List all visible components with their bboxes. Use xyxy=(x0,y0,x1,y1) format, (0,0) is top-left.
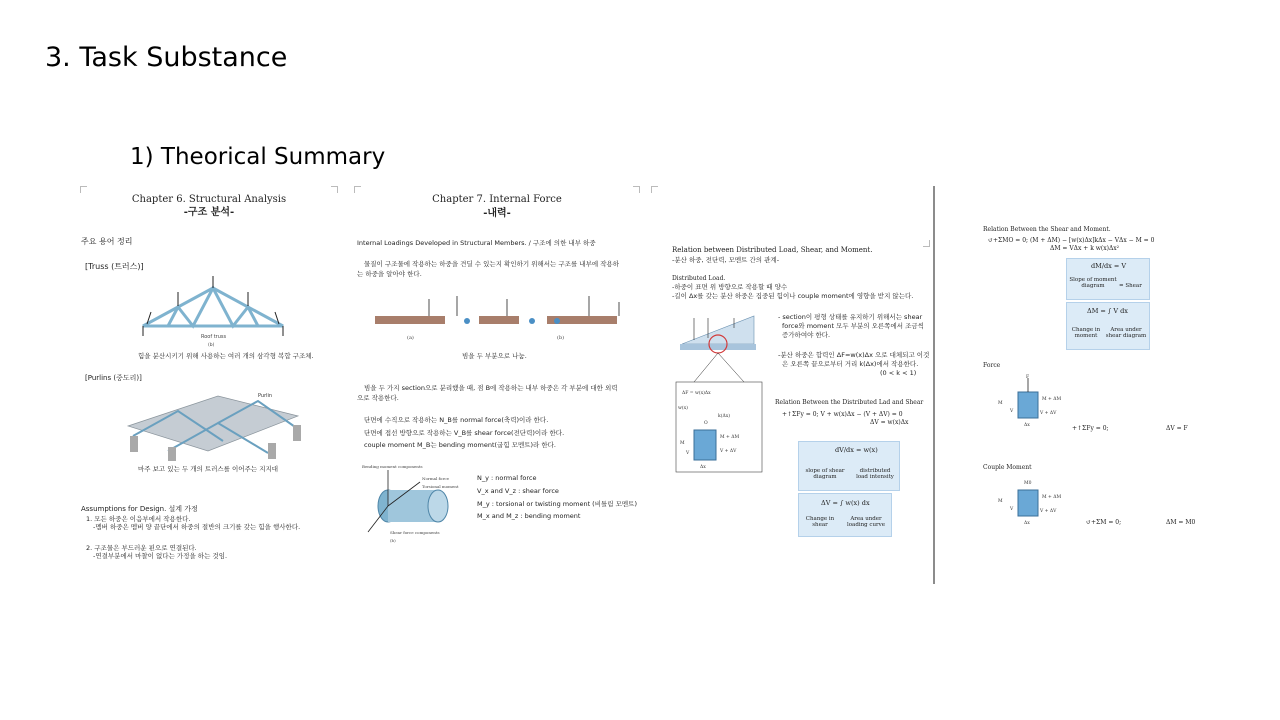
bending-moment-definition: couple moment M_B는 bending moment(굽힘 모멘트)라 한다. xyxy=(364,441,557,449)
fig-label: M xyxy=(998,401,1003,406)
paragraph-1-line-2: 는 하중을 알아야 한다. xyxy=(357,270,422,278)
figure-label: (b) xyxy=(390,538,396,543)
assumption-1: 1. 모든 하중은 이음부에서 작용한다. xyxy=(86,515,191,523)
assumptions-title: Assumptions for Design. 설계 가정 xyxy=(81,505,198,513)
distributed-load-line-1: -하중이 표면 위 방향으로 작용할 때 양수 xyxy=(672,283,788,291)
doc-subtitle: -구조 분석- xyxy=(183,207,235,218)
formula: dM/dx = V xyxy=(1091,262,1127,270)
formula: ΔV = ∫ w(x) dx xyxy=(821,499,870,507)
fig-label: Δx xyxy=(700,465,706,470)
fig-label: M0 xyxy=(1024,481,1032,486)
couple-equation: ↺+ΣM = 0; xyxy=(1086,519,1122,526)
assumption-1-detail: -멤버 하중은 멤버 양 끝단에서 하중의 절반의 크기를 갖는 힘을 행사한다. xyxy=(93,523,301,531)
paragraph-1-line-1: 물질이 구조물에 작용하는 하중을 견딜 수 있는지 확인하기 위해서는 구조를 내부에 작용하 xyxy=(364,260,620,268)
truss-label: [Truss (트러스)] xyxy=(85,262,144,271)
purlins-description: 마주 보고 있는 두 개의 트러스를 이어주는 지지대 xyxy=(138,465,279,473)
fig-label: M + ΔM xyxy=(1042,397,1062,402)
figure-label: (a) xyxy=(407,335,414,341)
shear-slope-formula-box xyxy=(798,441,900,491)
page-corner-mark xyxy=(923,240,930,247)
page-corner-mark xyxy=(354,186,361,193)
note-1-line-1: - section이 평형 상태를 유지하기 위해서는 shear xyxy=(778,313,923,321)
formula-left-label: Slope of moment diagram xyxy=(1069,277,1117,289)
relation-title: Relation Between the Distributed Lad and Shear xyxy=(775,399,924,406)
force-title: Force xyxy=(983,362,1001,369)
relation-equation-1: +↑ΣFy = 0; V + w(x)Δx − (V + ΔV) = 0 xyxy=(782,411,903,418)
page-corner-mark xyxy=(80,186,87,193)
formula-right-label: Area under loading curve xyxy=(846,516,886,528)
fig-label: ΔF = w(x)Δx xyxy=(682,391,711,396)
fig-label: V + ΔV xyxy=(720,449,737,454)
couple-moment-title: Couple Moment xyxy=(983,464,1032,471)
page-corner-mark xyxy=(633,186,640,193)
figure-label: (b) xyxy=(557,335,565,341)
purlin-tag: Purlin xyxy=(258,393,273,399)
shear-force-definition: 단면에 접선 방향으로 작용하는 V_B를 shear force(전단력)이라 한다. xyxy=(364,429,565,437)
distributed-load-line-2: -길이 Δx를 갖는 분산 하중은 집중된 힘이나 couple moment에 영향을 받지 않는다. xyxy=(672,292,914,300)
beam-caption: 빔을 두 부분으로 나눔. xyxy=(462,352,527,360)
fig-label: Torsional moment xyxy=(422,484,459,489)
formula: dV/dx = w(x) xyxy=(835,446,878,454)
assumption-2-detail: -연결부분에서 마찰이 없다는 가정을 하는 것임. xyxy=(93,552,228,560)
formula-left-label: Change in moment xyxy=(1071,327,1101,339)
truss-description: 힘을 분산시키기 위해 사용하는 여러 개의 삼각형 복합 구조체. xyxy=(138,352,314,360)
formula-left-label: Change in shear xyxy=(805,516,835,528)
note-1-line-2: force와 moment 모두 부분의 오른쪽에서 조금씩 xyxy=(782,322,924,330)
fig-label: V + ΔV xyxy=(1040,411,1057,416)
normal-force-definition: 단면에 수직으로 작용하는 N_B를 normal force(축력)이라 한다. xyxy=(364,416,549,424)
note-2-line-1: -분산 하중은 합력인 ΔF=w(x)Δx 으로 대체되고 이것 xyxy=(778,351,930,359)
force-result: ΔV = F xyxy=(1166,425,1188,432)
equation-1: ↺+ΣMO = 0; (M + ΔM) − [w(x)Δx]kΔx − VΔx − M = 0 xyxy=(988,237,1155,244)
note-2-line-2: 은 오른쪽 끝으로부터 거리 k(Δx)에서 작용한다. xyxy=(782,360,919,368)
fig-label: V xyxy=(1010,409,1014,414)
fig-label: Bending moment components xyxy=(362,464,423,469)
moment-change-formula-box xyxy=(1066,302,1150,350)
doc-structural-analysis xyxy=(78,186,340,566)
slide-heading: 3. Task Substance xyxy=(45,42,288,73)
force-element-figure xyxy=(996,374,1066,434)
couple-moment-element-figure: M0 M M + ΔM V V + ΔV Δx (b) xyxy=(998,481,1062,534)
note-2-line-3: (0 < k < 1) xyxy=(880,369,917,377)
fig-label: w(x) xyxy=(678,406,688,411)
doc-title: Relation between Distributed Load, Shear, and Moment. xyxy=(672,246,873,254)
note-1-line-3: 증가하여야 한다. xyxy=(782,331,831,339)
fig-label: Normal force xyxy=(422,476,449,481)
doc-subtitle: -분산 하중, 전단력, 모멘트 간의 관계- xyxy=(672,256,780,264)
distributed-load-figure xyxy=(674,304,766,474)
figure-label: (b) xyxy=(208,343,215,348)
fig-label: V xyxy=(686,451,690,456)
section-heading: 주요 용어 정리 xyxy=(81,237,133,246)
legend-torsional-moment: M_y : torsional or twisting moment (비틀림 모멘트) xyxy=(477,500,637,508)
force-equation: +↑ΣFy = 0; xyxy=(1072,425,1109,432)
purlins-figure xyxy=(108,381,308,461)
legend-shear-force: V_x and V_z : shear force xyxy=(477,487,559,495)
roof-truss-caption: Roof truss xyxy=(201,334,227,340)
formula-right-label: = Shear xyxy=(1119,283,1142,289)
doc-shear-moment-relation xyxy=(980,186,1220,534)
paragraph-2-line-1: 빔을 두 가지 section으로 분리했을 때, 점 B에 작용하는 내부 하중은 각 부분에 대한 외력 xyxy=(364,384,618,392)
equation-2: ΔM = VΔx + k w(x)Δx² xyxy=(1050,245,1120,252)
purlins-label: [Purlins (중도리)] xyxy=(85,374,142,382)
fig-label: Shear force components xyxy=(390,530,440,535)
fig-label: Δx xyxy=(1024,423,1030,428)
doc-subtitle: -내력- xyxy=(483,208,511,219)
fig-label: k(Δx) xyxy=(718,414,731,419)
fig-label: M xyxy=(680,441,685,446)
doc-internal-force xyxy=(352,186,642,566)
beam-sections-figure xyxy=(367,294,632,344)
legend-bending-moment: M_x and M_z : bending moment xyxy=(477,512,581,520)
formula-left-label: slope of shear diagram xyxy=(805,468,845,480)
page-corner-mark xyxy=(331,186,338,193)
doc-title: Relation Between the Shear and Moment. xyxy=(983,226,1111,233)
fig-label: Δx xyxy=(1024,521,1030,526)
distributed-load-title: Distributed Load. xyxy=(672,275,726,282)
page-divider xyxy=(933,186,935,584)
assumption-2: 2. 구조물은 부드러운 핀으로 연결된다. xyxy=(86,544,197,552)
fig-label: V xyxy=(1010,507,1014,512)
fig-label: F xyxy=(1026,375,1030,380)
fig-label: O xyxy=(704,421,708,426)
roof-truss-figure xyxy=(133,276,293,348)
doc-title: Chapter 7. Internal Force xyxy=(432,194,562,205)
formula: ΔM = ∫ V dx xyxy=(1087,307,1128,315)
internal-forces-3d-figure xyxy=(360,462,470,544)
formula-right-label: Area under shear diagram xyxy=(1105,327,1147,339)
fig-label: M xyxy=(998,499,1003,504)
fig-label: M + ΔM xyxy=(1042,495,1062,500)
couple-result: ΔM = M0 xyxy=(1166,519,1196,526)
doc-title: Chapter 6. Structural Analysis xyxy=(131,194,287,205)
legend-normal-force: N_y : normal force xyxy=(477,474,537,482)
shear-change-formula-box xyxy=(798,493,892,537)
doc-load-shear-moment xyxy=(650,186,932,581)
paragraph-2-line-2: 으로 작용한다. xyxy=(357,394,399,402)
fig-label: V + ΔV xyxy=(1040,509,1057,514)
intro-line: Internal Loadings Developed in Structural Members. / 구조에 의한 내부 하중 xyxy=(357,239,596,247)
slide-subheading: 1) Theorical Summary xyxy=(130,144,386,170)
relation-equation-2: ΔV = w(x)Δx xyxy=(870,419,909,426)
moment-slope-formula-box xyxy=(1066,258,1150,300)
page-corner-mark xyxy=(651,186,658,193)
fig-label: M + ΔM xyxy=(720,435,740,440)
formula-right-label: distributed load intensity xyxy=(856,468,894,480)
